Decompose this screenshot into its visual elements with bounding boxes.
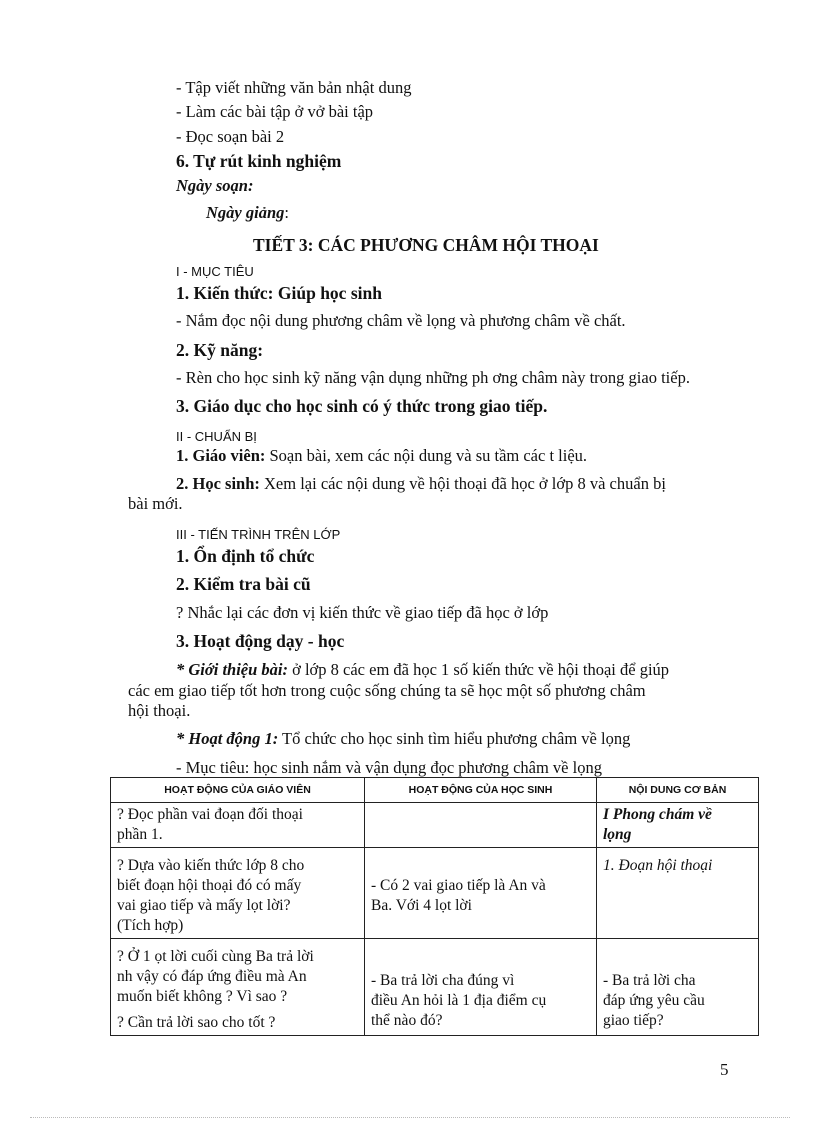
knowledge-heading: 1. Kiến thức: Giúp học sinh [176, 283, 382, 303]
cell-line: (Tích hợp) [117, 917, 184, 934]
teach-date-line [206, 203, 289, 223]
content-cell [597, 803, 759, 848]
objectives-heading: I - MỤC TIÊU [176, 264, 254, 279]
intro-text-1: ở lớp 8 các em đã học 1 số kiến thức về hội thoại để giúp [288, 660, 670, 679]
cell-line: ? Đọc phần vai đoạn đối thoại [117, 806, 303, 823]
cell-line: 1. Đoạn hội thoại [603, 857, 713, 874]
student-prep-line [176, 474, 666, 494]
teacher-cell [111, 803, 365, 848]
cell-line: vai giao tiếp và mấy lọt lời? [117, 897, 291, 914]
cell-line: biết đoạn hội thoại đó có mấy [117, 877, 302, 894]
prepare-heading: II - CHUẨN BỊ [176, 429, 257, 444]
step-2: 2. Kiểm tra bài cũ [176, 574, 311, 594]
intro-label: * Giới thiệu bài: [176, 660, 288, 679]
cell-line: thể nào đó? [371, 1012, 443, 1029]
section-heading-cont: lọng [603, 826, 632, 843]
activity-1-text: Tổ chức cho học sinh tìm hiểu phương châm về lọng [278, 729, 631, 748]
content-cell [597, 848, 759, 939]
knowledge-text: - Nắm đọc nội dung phương châm về lọng và phương châm về chất. [176, 311, 626, 330]
education-heading: 3. Giáo dục cho học sinh có ý thức trong giao tiếp. [176, 396, 548, 416]
table-header-row [111, 778, 759, 803]
student-text-2: bài mới. [128, 494, 183, 513]
activity-1-line [176, 729, 630, 749]
step-3: 3. Hoạt động dạy - học [176, 631, 345, 651]
activity-1-label: * Hoạt động 1: [176, 729, 279, 748]
cell-line: - Có 2 vai giao tiếp là An và [371, 877, 546, 894]
table-row [111, 803, 759, 848]
student-cell [365, 939, 597, 1036]
goal-text: - Mục tiêu: học sinh nắm và vận dụng đọc phương châm về lọng [176, 758, 602, 777]
student-cell [365, 803, 597, 848]
cell-line: phần 1. [117, 826, 163, 843]
intro-line-1 [176, 660, 669, 680]
student-cell [365, 848, 597, 939]
student-text-1: Xem lại các nội dung về hội thoại đã học ở lớp 8 và chuẩn bị [259, 474, 666, 493]
cell-line: đáp ứng yêu cầu [603, 992, 705, 1009]
page-bottom-rule [30, 1117, 790, 1118]
section-heading: I Phong chám về [603, 806, 712, 823]
teacher-prep-line [176, 446, 587, 466]
student-label: 2. Học sinh: [176, 474, 260, 493]
teacher-text: Soạn bài, xem các nội dung và su tầm các t liệu. [265, 446, 588, 465]
cell-line: ? Dựa vào kiến thức lớp 8 cho [117, 857, 305, 874]
intro-text-2: các em giao tiếp tốt hơn trong cuộc sống chúng ta sẽ học một số phương châm [128, 681, 646, 700]
teach-date-label: Ngày giảng [206, 203, 285, 222]
cell-line: - Ba trả lời cha [603, 972, 696, 989]
cell-line: điều An hỏi là 1 địa điểm cụ [371, 992, 547, 1009]
teacher-label: 1. Giáo viên: [176, 446, 266, 465]
cell-line: - Ba trả lời cha đúng vì [371, 972, 515, 989]
lesson-title: TIẾT 3: CÁC PHƯƠNG CHÂM HỘI THOẠI [253, 235, 599, 255]
teacher-cell [111, 939, 365, 1036]
prep-date-label: Ngày soạn: [176, 176, 254, 195]
header-teacher-activity: HOẠT ĐỘNG CỦA GIÁO VIÊN [111, 778, 365, 803]
step-1: 1. Ổn định tổ chức [176, 546, 315, 566]
cell-line: ? Cần trả lời sao cho tốt ? [117, 1014, 276, 1031]
cell-line: nh vậy có đáp ứng điều mà An [117, 968, 307, 985]
cell-line: Ba. Với 4 lọt lời [371, 897, 472, 914]
intro-text-3: hội thoại. [128, 701, 191, 720]
teach-date-colon: : [284, 203, 289, 222]
experience-heading: 6. Tự rút kinh nghiệm [176, 151, 342, 171]
teacher-cell [111, 848, 365, 939]
cell-line: ? Ở 1 ọt lời cuối cùng Ba trả lời [117, 948, 314, 965]
content-cell [597, 939, 759, 1036]
table-row [111, 848, 759, 939]
header-student-activity: HOẠT ĐỘNG CỦA HỌC SINH [365, 778, 597, 803]
page-number: 5 [720, 1060, 729, 1079]
header-basic-content: NỘI DUNG CƠ BẢN [597, 778, 759, 803]
skills-heading: 2. Kỹ năng: [176, 340, 264, 360]
cell-line: muốn biết không ? Vì sao ? [117, 988, 288, 1005]
skills-text: - Rèn cho học sinh kỹ năng vận dụng những ph ơng châm này trong giao tiếp. [176, 368, 690, 387]
review-question: ? Nhắc lại các đơn vị kiến thức về giao tiếp đã học ở lớp [176, 603, 549, 622]
intro-list-item-3: - Đọc soạn bài 2 [176, 127, 285, 146]
table-row [111, 939, 759, 1036]
process-heading: III - TIẾN TRÌNH TRÊN LỚP [176, 527, 341, 542]
intro-list-item-1: - Tập viết những văn bản nhật dung [176, 78, 412, 97]
lesson-table [110, 777, 759, 1036]
cell-line: giao tiếp? [603, 1012, 664, 1029]
intro-list-item-2: - Làm các bài tập ở vở bài tập [176, 102, 374, 121]
